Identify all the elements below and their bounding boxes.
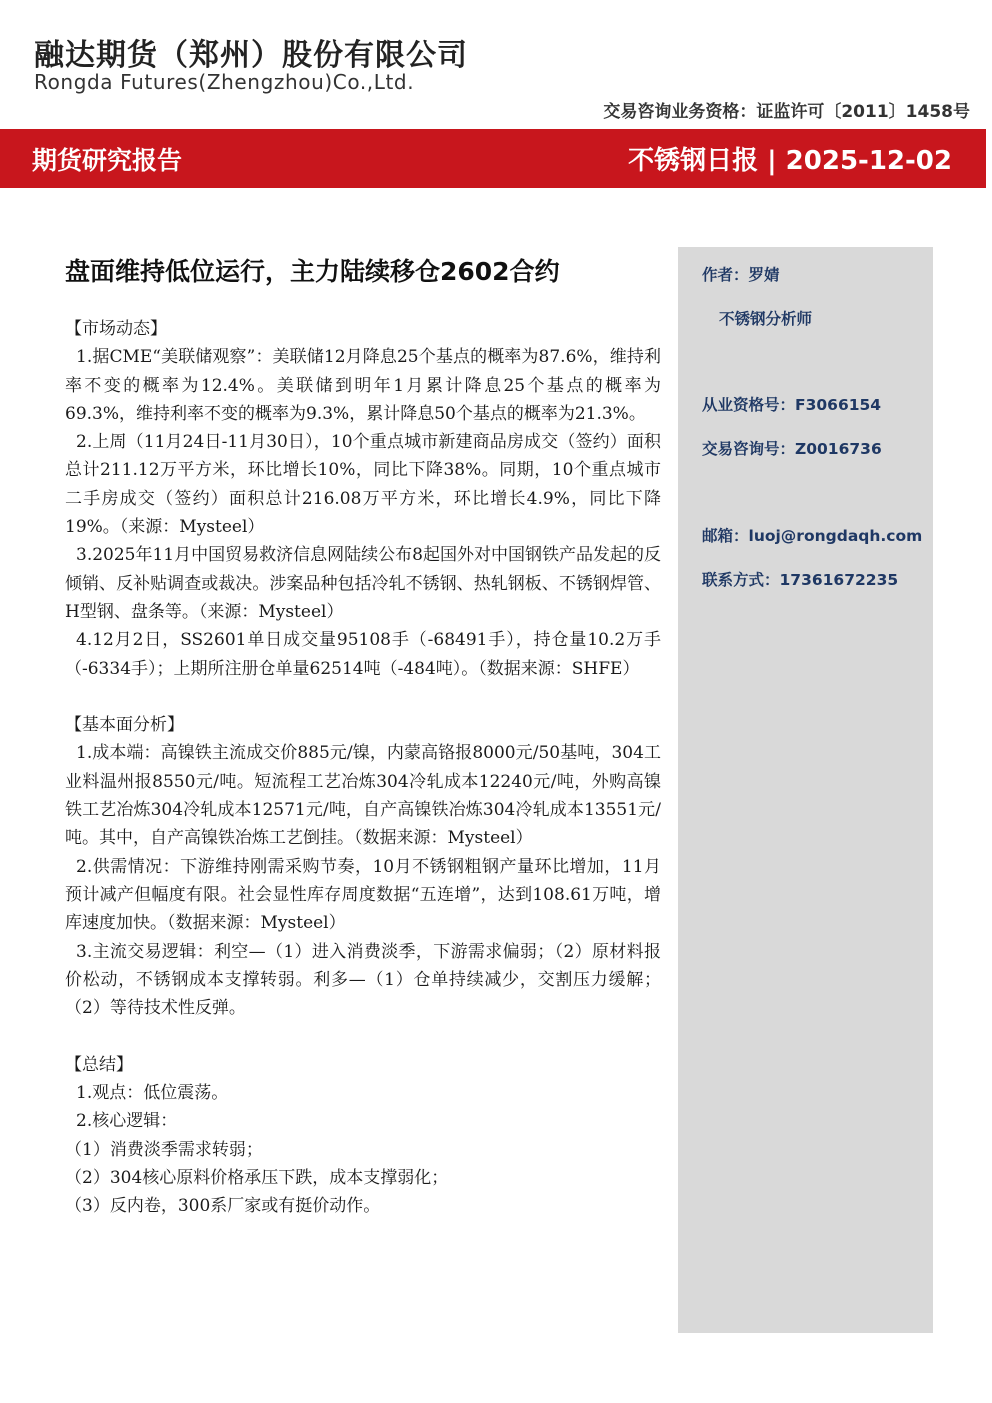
report-body bbox=[65, 315, 661, 1221]
fundamental-item: 2.供需情况：下游维持刚需采购节奏，10月不锈钢粗钢产量环比增加，11月预计减产但幅度有限。社会显性库存周度数据“五连增”，达到108.61万吨，增库速度加快。（数据来源：Mysteel） bbox=[65, 856, 661, 934]
summary-view: 1.观点：低位震荡。 bbox=[76, 1083, 229, 1104]
market-section-title: 【市场动态】 bbox=[65, 319, 167, 339]
market-item: 3.2025年11月中国贸易救济信息网陆续公布8起国外对中国钢铁产品发起的反倾销、反补贴调查或裁决。涉案品种包括冷轧不锈钢、热轧钢板、不锈钢焊管、H型钢、盘条等。（来源：Mysteel） bbox=[65, 545, 661, 622]
report-type-label: 期货研究报告 bbox=[32, 146, 183, 175]
qualification-number: 从业资格号：F3066154 bbox=[702, 396, 882, 414]
summary-logic-label: 2.核心逻辑： bbox=[76, 1111, 178, 1132]
author-sidebar bbox=[678, 247, 933, 1333]
report-title-date: 不锈钢日报 | 2025-12-02 bbox=[628, 146, 952, 176]
company-name-cn: 融达期货（郑州）股份有限公司 bbox=[34, 38, 468, 73]
summary-section-title: 【总结】 bbox=[65, 1054, 133, 1075]
author-role: 不锈钢分析师 bbox=[719, 310, 813, 328]
market-item: 2.上周（11月24日-11月30日），10个重点城市新建商品房成交（签约）面积总计211.12万平方米，环比增长10%，同比下降38%。同期，10个重点城市二手房成交（签约）面积总计216.08万平方米，环比增长4.9%，同比下降19%。（来源：Mysteel） bbox=[65, 432, 661, 538]
author-email[interactable]: 邮箱：luoj@rongdaqh.com bbox=[702, 527, 923, 545]
summary-point: （1）消费淡季需求转弱； bbox=[65, 1139, 263, 1160]
author-phone: 联系方式：17361672235 bbox=[702, 571, 899, 589]
market-item: 4.12月2日，SS2601单日成交量95108手（-68491手），持仓量10.2万手（-6334手）；上期所注册仓单量62514吨（-484吨）。（数据来源：SHFE） bbox=[65, 630, 661, 679]
fundamental-section-title: 【基本面分析】 bbox=[65, 715, 184, 736]
report-headline: 盘面维持低位运行，主力陆续移仓2602合约 bbox=[65, 257, 560, 286]
author-name: 作者：罗婧 bbox=[702, 266, 780, 284]
report-banner bbox=[0, 129, 986, 188]
fundamental-item: 3.主流交易逻辑：利空—（1）进入消费淡季，下游需求偏弱；（2）原材料报价松动，不锈钢成本支撑转弱。利多—（1）仓单持续减少，交割压力缓解；（2）等待技术性反弹。 bbox=[65, 941, 661, 1019]
fundamental-item: 1.成本端：高镍铁主流成交价885元/镍，内蒙高铬报8000元/50基吨，304工业料温州报8550元/吨。短流程工艺冶炼304冷轧成本12240元/吨，外购高镍铁工艺冶炼304冷轧成本12571元/吨，自产高镍铁冶炼304冷轧成本13551元/吨。其中，自产高镍铁冶炼工艺倒挂。（数据来源：Mysteel） bbox=[65, 743, 661, 849]
company-name-en: Rongda Futures(Zhengzhou)Co.,Ltd. bbox=[34, 70, 415, 94]
summary-point: （2）304核心原料价格承压下跌，成本支撑弱化； bbox=[65, 1167, 449, 1188]
license-info: 交易咨询业务资格：证监许可〔2011〕1458号 bbox=[603, 102, 970, 122]
consult-number: 交易咨询号：Z0016736 bbox=[702, 440, 882, 458]
summary-point: （3）反内卷，300系厂家或有挺价动作。 bbox=[65, 1196, 381, 1217]
market-item: 1.据CME“美联储观察”：美联储12月降息25个基点的概率为87.6%，维持利率不变的概率为12.4%。美联储到明年1月累计降息25个基点的概率为69.3%，维持利率不变的概率为9.3%，累计降息50个基点的概率为21.3%。 bbox=[65, 347, 661, 424]
